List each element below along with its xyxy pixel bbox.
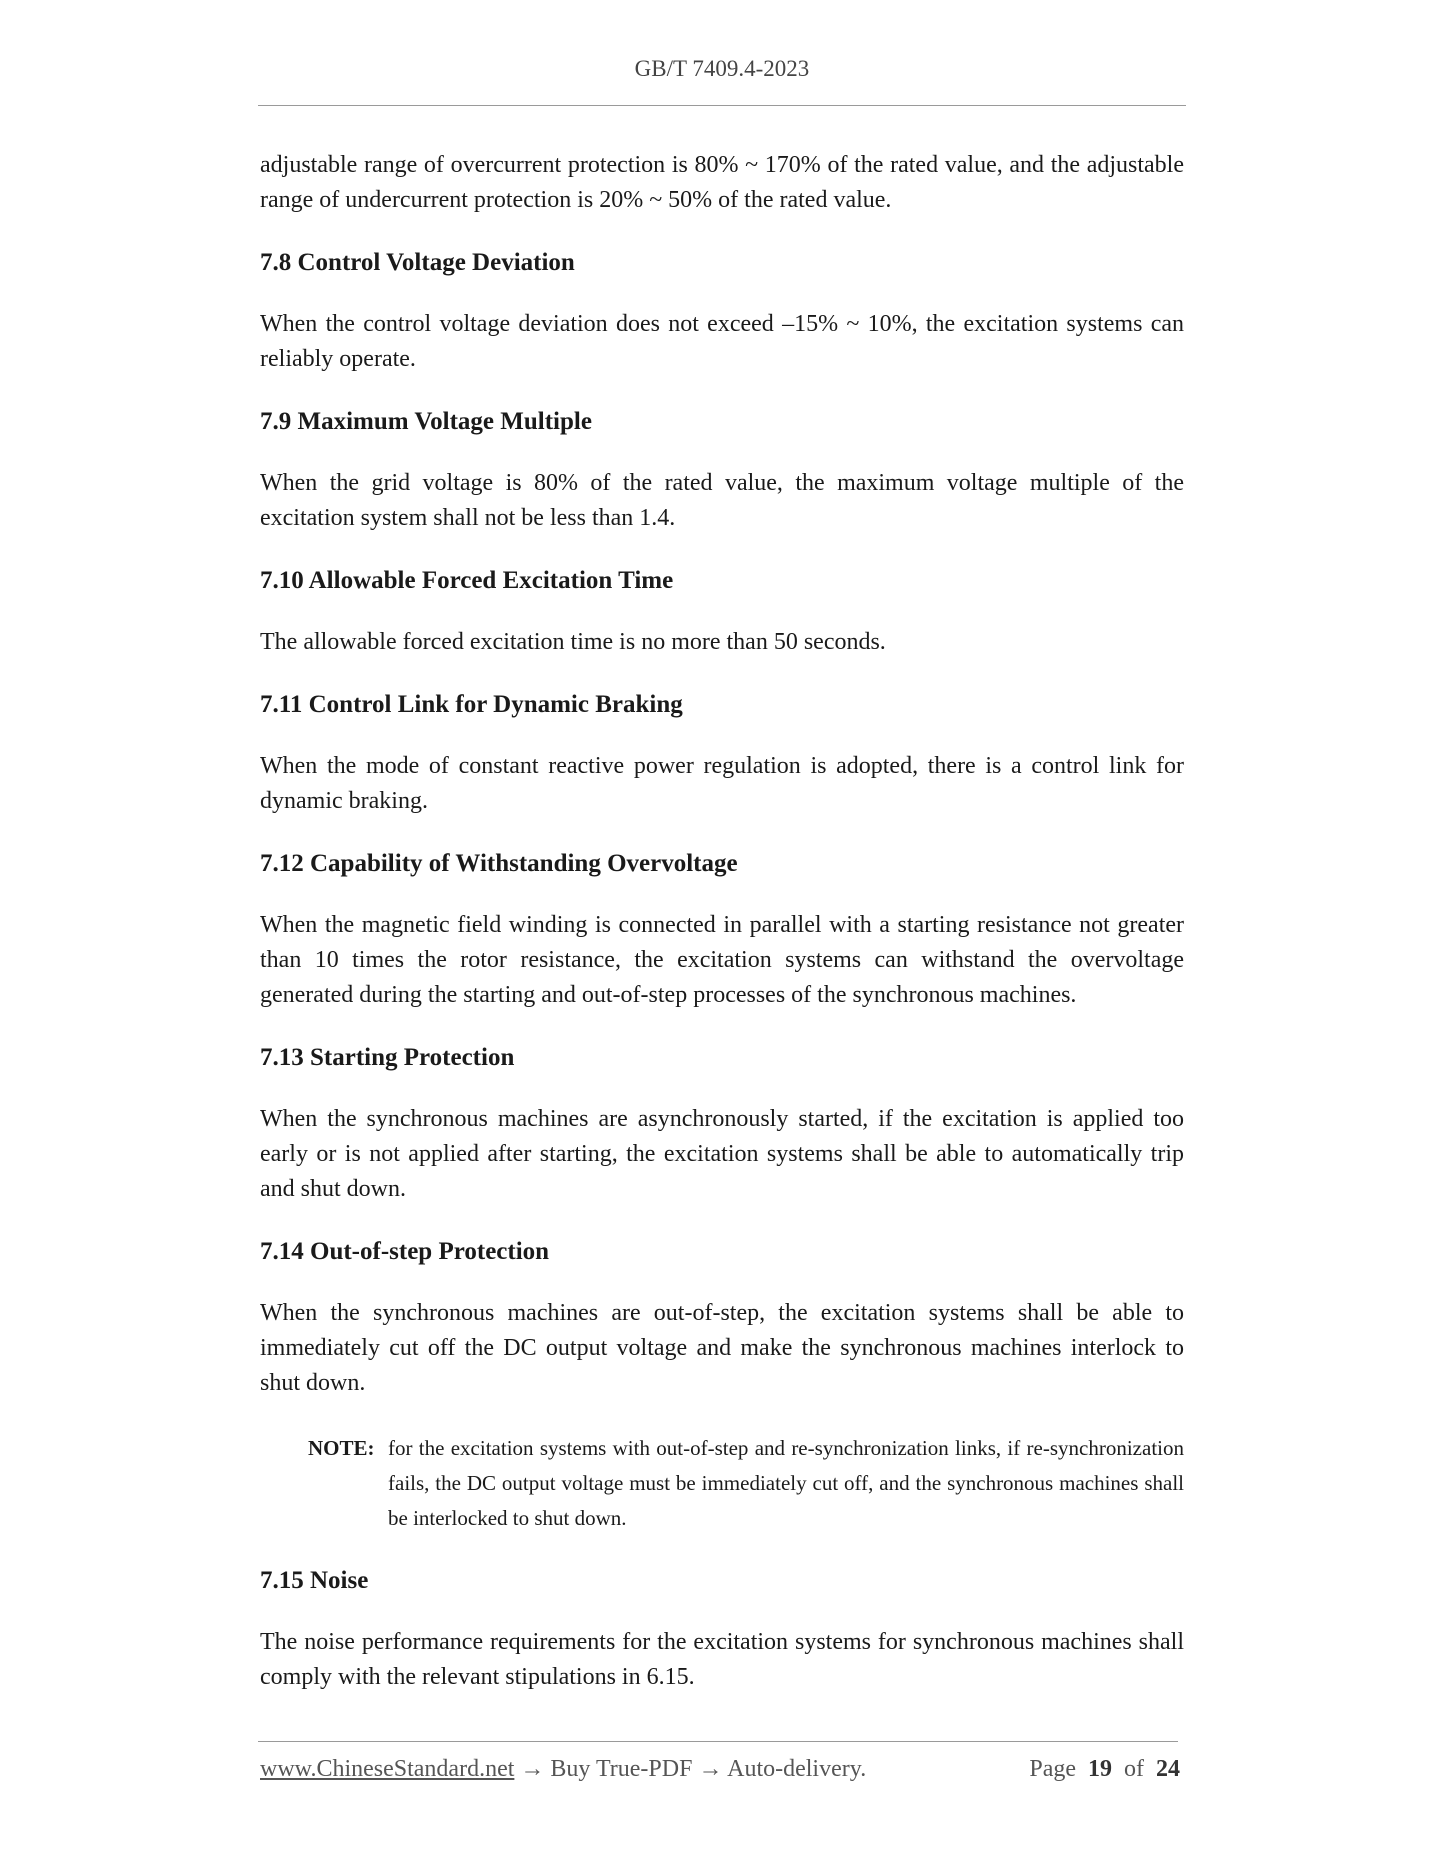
page-word: Page	[1029, 1756, 1076, 1782]
section-text-7-11: When the mode of constant reactive power regulation is adopted, there is a control link for dynamic braking.	[260, 753, 1184, 814]
section-heading-7-15: 7.15 Noise	[260, 1567, 369, 1594]
page-content	[260, 148, 1184, 1695]
section-text-7-13: When the synchronous machines are asynchronously started, if the excitation is applied too early or is not applied after starting, the excitation systems shall be able to automatically trip and shut down.	[260, 1106, 1184, 1202]
footer-promo-text: → Buy True-PDF → Auto-delivery.	[514, 1756, 867, 1782]
footer-promo	[260, 1756, 866, 1783]
section-heading-7-12: 7.12 Capability of Withstanding Overvoltage	[260, 850, 738, 877]
section-heading-7-8: 7.8 Control Voltage Deviation	[260, 249, 575, 276]
total-pages: 24	[1156, 1756, 1180, 1782]
section-heading-7-11: 7.11 Control Link for Dynamic Braking	[260, 691, 683, 718]
section-heading-7-14: 7.14 Out-of-step Protection	[260, 1238, 550, 1265]
section-text-7-9: When the grid voltage is 80% of the rated value, the maximum voltage multiple of the excitation system shall not be less than 1.4.	[260, 470, 1184, 531]
section-text-7-15: The noise performance requirements for the excitation systems for synchronous machines shall comply with the relevant stipulations in 6.15.	[260, 1629, 1184, 1690]
of-word: of	[1124, 1756, 1144, 1782]
note-block	[308, 1431, 1184, 1536]
website-link[interactable]: www.ChineseStandard.net	[260, 1756, 515, 1782]
note-text: for the excitation systems with out-of-step and re-synchronization links, if re-synchronization fails, the DC output voltage must be immediately cut off, and the synchronous machines shall be interlocked to shut down.	[388, 1436, 1184, 1530]
section-text-7-8: When the control voltage deviation does not exceed –15% ~ 10%, the excitation systems can reliably operate.	[260, 311, 1184, 372]
intro-paragraph: adjustable range of overcurrent protection is 80% ~ 170% of the rated value, and the adjustable range of undercurrent protection is 20% ~ 50% of the rated value.	[260, 152, 1184, 213]
page-footer	[260, 1756, 1180, 1783]
section-text-7-10: The allowable forced excitation time is no more than 50 seconds.	[260, 629, 886, 655]
current-page: 19	[1088, 1756, 1112, 1782]
section-text-7-12: When the magnetic field winding is connected in parallel with a starting resistance not greater than 10 times the rotor resistance, the excitation systems can withstand the overvoltage generated during the starting and out-of-step processes of the synchronous machines.	[260, 912, 1184, 1008]
section-heading-7-13: 7.13 Starting Protection	[260, 1044, 515, 1071]
note-label: NOTE:	[308, 1436, 375, 1460]
section-text-7-14: When the synchronous machines are out-of-step, the excitation systems shall be able to immediately cut off the DC output voltage and make the synchronous machines interlock to shut down.	[260, 1300, 1184, 1396]
page-header: GB/T 7409.4-2023	[634, 56, 810, 81]
section-heading-7-10: 7.10 Allowable Forced Excitation Time	[260, 567, 674, 594]
footer-divider	[258, 1741, 1178, 1742]
section-heading-7-9: 7.9 Maximum Voltage Multiple	[260, 408, 592, 435]
header-divider	[258, 105, 1186, 106]
page-number	[1029, 1756, 1180, 1783]
